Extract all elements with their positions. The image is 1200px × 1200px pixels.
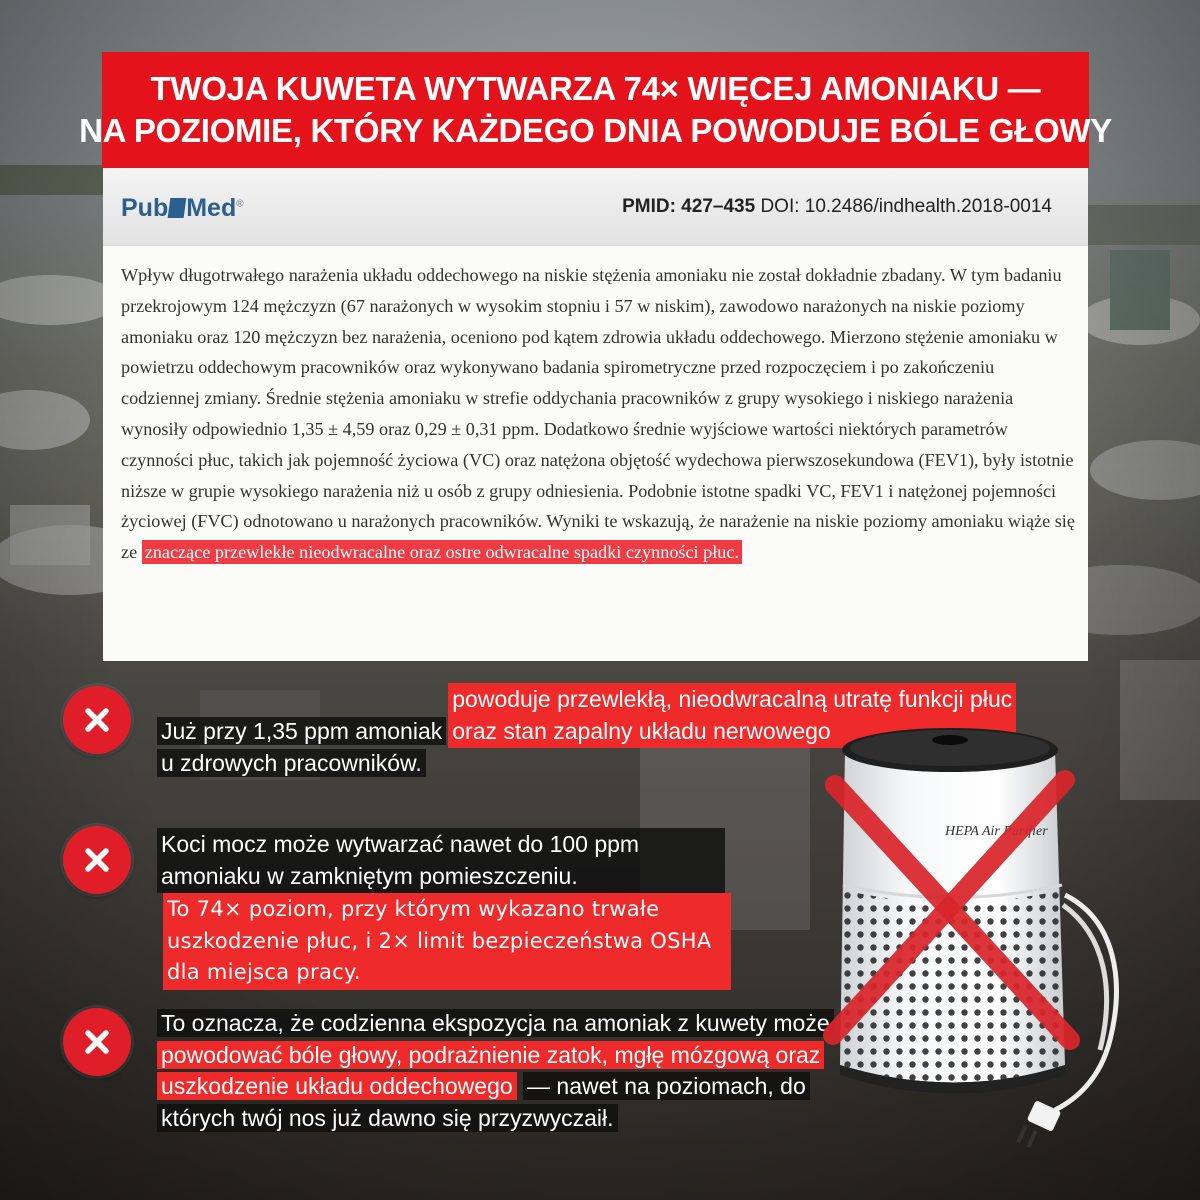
- x-icon: [63, 826, 131, 894]
- doi-label: DOI: 10.2486/indhealth.2018-0014: [760, 196, 1052, 217]
- claim-1-part-2: u zdrowych pracowników.: [157, 749, 426, 777]
- pubmed-abstract-card: [103, 168, 1088, 661]
- abstract-plain: Wpływ długotrwałego narażenia układu oddechowego na niskie stężenia amoniaku nie został dokładnie zbadany. W tym badaniu przekrojowym 124 mężczyzn (67 narażonych w wysokim stopniu i 57 w niskim), zawodowo narażonych na niskie poziomy amoniaku oraz 120 mężczyzn bez narażenia, oceniono pod kątem zdrowia układu oddechowego. Mierzono stężenie amoniaku w powietrzu oddechowym pracowników oraz wykonywano badania spirometryczne przed rozpoczęciem i po zakończeniu codziennej zmiany. Średnie stężenia amoniaku w strefie oddychania pracowników z grupy wysokiego i niskiego narażenia wynosiły odpowiednio 1,35 ± 4,59 oraz 0,29 ± 0,31 ppm. Dodatkowo średnie wyjściowe wartości niektórych parametrów czynności płuc, takich jak pojemność życiowa (VC) oraz natężona objętość wydechowa pierwszosekundowa (FEV1), były istotnie niższe w grupie wysokiego narażenia niż u osób z grupy odniesienia. Podobnie istotne spadki VC, FEV1 i natężonej pojemności życiowej (FVC) odnotowano u narażonych pracowników. Wyniki te wskazują, że narażenie na niskie poziomy amoniaku wiąże się ze: [121, 265, 1075, 563]
- claim-1-highlight: powoduje przewlekłą, nieodwracalną utratę funkcji płuc oraz stan zapalny układu nerwowego: [448, 683, 1016, 748]
- headline-line-1: TWOJA KUWETA WYTWARZA 74× WIĘCEJ AMONIAKU —: [150, 70, 1041, 107]
- claim-3-part-1: To oznacza, że codzienna ekspozycja na amoniak z kuwety może: [157, 1009, 834, 1037]
- pmid-label: PMID: 427–435: [622, 196, 756, 217]
- pubmed-logo: [121, 194, 244, 223]
- claim-3-highlight: powodować bóle głowy, podrażnienie zatok, mgłę mózgową oraz uszkodzenie układu oddechowego: [157, 1041, 824, 1101]
- card-header: [103, 168, 1088, 246]
- logo-text-left: Pub: [121, 194, 169, 222]
- logo-text-right: Med: [186, 194, 237, 222]
- abstract-highlight: znaczące przewlekłe nieodwracalne oraz ostre odwracalne spadki czynności płuc.: [142, 540, 742, 564]
- citation-ids: [622, 196, 1052, 218]
- headline-line-2: NA POZIOMIE, KTÓRY KAŻDEGO DNIA POWODUJE BÓLE GŁOWY: [79, 112, 1112, 149]
- x-icon: [63, 686, 131, 754]
- air-purifier-icon: [815, 720, 1145, 1160]
- registered-mark: ®: [236, 198, 244, 210]
- book-icon: [168, 198, 187, 218]
- claim-2-part-1: Koci mocz może wytwarzać nawet do 100 ppm amoniaku w zamkniętym pomieszczeniu.: [157, 828, 725, 893]
- product-label: HEPA Air Purifier: [945, 824, 1048, 839]
- x-icon: [63, 1008, 131, 1076]
- abstract-text: [121, 260, 1076, 568]
- claim-text-2: [157, 828, 731, 990]
- claim-3-part-2: — nawet na poziomach, do których twój nos już dawno się przyzwyczaił.: [157, 1072, 810, 1132]
- claim-2-highlight: To 74× poziom, przy którym wykazano trwałe uszkodzenie płuc, i 2× limit bezpieczeństwa OSHA dla miejsca pracy.: [163, 893, 731, 990]
- claim-1-part-1: Już przy 1,35 ppm amoniak: [157, 717, 446, 745]
- headline-banner: [79, 52, 1112, 168]
- claim-text-3: [157, 1008, 837, 1134]
